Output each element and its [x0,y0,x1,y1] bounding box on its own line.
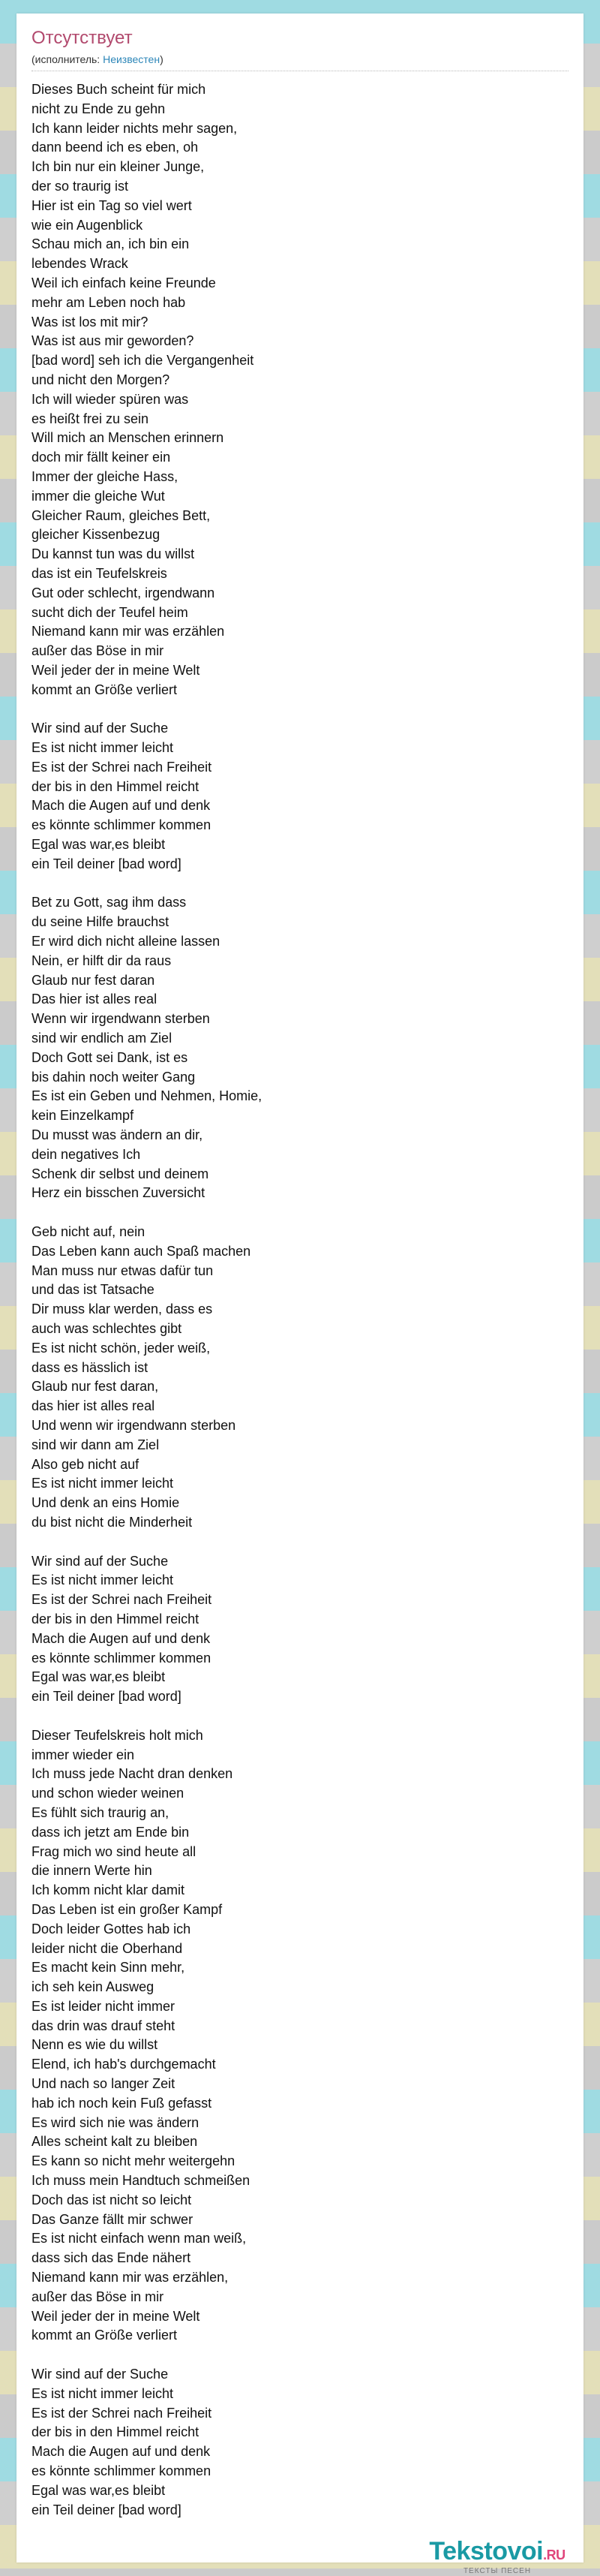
lyrics-line: dass es hässlich ist [32,1359,148,1375]
artist-link[interactable]: Неизвестен [103,53,160,65]
lyrics-line: du seine Hilfe brauchst [32,914,170,930]
lyrics-line: ein Teil deiner [bad word] [32,856,182,871]
lyrics-line: nicht zu Ende zu gehn [32,101,166,116]
lyrics-stanza [32,80,568,700]
lyrics-line: Man muss nur etwas dafür tun [32,1262,214,1278]
lyrics-line: Mach die Augen auf und denk [32,2444,211,2460]
lyrics-line: Alles scheint kalt zu bleiben [32,2134,198,2150]
lyrics-line: Niemand kann mir was erzählen, [32,2270,229,2286]
lyrics-stanza [32,893,568,1203]
lyrics-line: Frag mich wo sind heute all [32,1843,196,1859]
lyrics-text [32,80,568,2520]
lyrics-line: Es macht kein Sinn mehr, [32,1960,185,1976]
lyrics-line: Immer der gleiche Hass, [32,468,178,484]
lyrics-line: Doch das ist nicht so leicht [32,2192,192,2207]
site-logo[interactable] [411,2538,584,2576]
lyrics-line: Nein, er hilft dir da raus [32,952,172,968]
lyrics-stanza [32,719,568,874]
lyrics-line: kommt an Größe verliert [32,682,178,697]
lyrics-line: außer das Böse in mir [32,643,164,659]
lyrics-line: Wenn wir irgendwann sterben [32,1011,210,1027]
lyrics-line: leider nicht die Oberhand [32,1940,183,1956]
lyrics-line: und das ist Tatsache [32,1282,154,1298]
performer-suffix: ) [160,53,164,65]
lyrics-line: Was ist los mit mir? [32,314,148,330]
lyrics-line: Ich will wieder spüren was [32,391,189,407]
lyrics-line: Du musst was ändern an dir, [32,1127,203,1143]
lyrics-line: wie ein Augenblick [32,217,143,233]
lyrics-line: es könnte schlimmer kommen [32,2463,212,2479]
lyrics-line: Es ist der Schrei nach Freiheit [32,759,212,775]
lyrics-line: Das Ganze fällt mir schwer [32,2211,194,2227]
performer-prefix: (исполнитель: [32,53,104,65]
lyrics-line: Ich kann leider nichts mehr sagen, [32,120,238,136]
lyrics-line: Ich bin nur ein kleiner Junge, [32,159,205,175]
lyrics-line: und nicht den Morgen? [32,372,170,387]
lyrics-line: Weil jeder der in meine Welt [32,662,200,678]
lyrics-line: lebendes Wrack [32,256,128,272]
lyrics-line: Weil ich einfach keine Freunde [32,275,216,290]
performer-line [32,53,568,71]
lyrics-line: gleicher Kissenbezug [32,527,160,543]
lyrics-stanza [32,1223,568,1533]
lyrics-line: [bad word] seh ich die Vergangenheit [32,353,254,369]
lyrics-line: immer die gleiche Wut [32,488,165,504]
lyrics-line: das ist ein Teufelskreis [32,565,167,581]
lyrics-line: es heißt frei zu sein [32,411,149,426]
lyrics-line: Egal was war,es bleibt [32,837,166,853]
lyrics-line: Das Leben kann auch Spaß machen [32,1243,251,1259]
lyrics-line: Niemand kann mir was erzählen [32,624,225,639]
lyrics-line: Will mich an Menschen erinnern [32,430,224,446]
song-title: Отсутствует [32,28,133,48]
lyrics-line: es könnte schlimmer kommen [32,817,212,833]
lyrics-line: Wir sind auf der Suche [32,2367,169,2382]
lyrics-line: Das hier ist alles real [32,992,158,1007]
logo-wordmark [411,2538,584,2568]
lyrics-line: Es ist nicht schön, jeder weiß, [32,1340,211,1356]
lyrics-stanza [32,1552,568,1707]
lyrics-line: auch was schlechtes gibt [32,1321,182,1336]
lyrics-line: Gut oder schlecht, irgendwann [32,585,215,600]
lyrics-line: Es ist leider nicht immer [32,1998,176,2014]
lyrics-line: immer wieder ein [32,1747,135,1762]
lyrics-line: die innern Werte hin [32,1863,152,1879]
lyrics-line: kein Einzelkampf [32,1108,134,1124]
lyrics-line: Doch leider Gottes hab ich [32,1921,191,1937]
lyrics-line: der bis in den Himmel reicht [32,2424,200,2440]
lyrics-line: dein negatives Ich [32,1146,141,1162]
lyrics-line: sind wir dann am Ziel [32,1437,160,1452]
lyrics-line: es könnte schlimmer kommen [32,1650,212,1666]
lyrics-line: Also geb nicht auf [32,1456,140,1472]
lyrics-line: dann beend ich es eben, oh [32,140,199,155]
lyrics-line: Es fühlt sich traurig an, [32,1804,170,1820]
lyrics-line: Geb nicht auf, nein [32,1224,146,1240]
lyrics-line: Das Leben ist ein großer Kampf [32,1901,223,1917]
lyrics-line: ein Teil deiner [bad word] [32,2502,182,2517]
lyrics-line: Es ist nicht einfach wenn man weiß, [32,2231,247,2246]
logo-subtitle: ТЕКСТЫ ПЕСЕН [463,2567,532,2575]
lyrics-line: mehr am Leben noch hab [32,294,186,310]
lyrics-line: Und nach so langer Zeit [32,2076,176,2092]
lyrics-line: Es ist der Schrei nach Freiheit [32,1592,212,1608]
lyrics-line: das drin was drauf steht [32,2018,176,2033]
lyrics-line: Ich muss mein Handtuch schmeißen [32,2173,250,2189]
lyrics-line: Glaub nur fest daran, [32,1379,159,1395]
lyrics-line: Mach die Augen auf und denk [32,798,211,814]
lyrics-line: Es kann so nicht mehr weitergehn [32,2153,236,2169]
lyrics-line: dass sich das Ende nähert [32,2250,191,2266]
lyrics-line: doch mir fällt keiner ein [32,450,171,465]
lyrics-line: Er wird dich nicht alleine lassen [32,934,220,949]
lyrics-line: Herz ein bisschen Zuversicht [32,1185,206,1201]
lyrics-line: Wir sind auf der Suche [32,1553,169,1569]
lyrics-line: Dieses Buch scheint für mich [32,82,206,97]
lyrics-line: Es ist nicht immer leicht [32,1476,174,1491]
lyrics-line: Du kannst tun was du willst [32,546,195,562]
lyrics-line: ich seh kein Ausweg [32,1979,154,1995]
lyrics-line: Hier ist ein Tag so viel wert [32,197,192,213]
lyrics-line: der bis in den Himmel reicht [32,1611,200,1627]
lyrics-line: Elend, ich hab's durchgemacht [32,2057,216,2072]
lyrics-line: Egal was war,es bleibt [32,2482,166,2498]
lyrics-line: dass ich jetzt am Ende bin [32,1824,190,1840]
lyrics-line: Nenn es wie du willst [32,2037,158,2053]
lyrics-line: Es wird sich nie was ändern [32,2114,200,2130]
lyrics-line: Was ist aus mir geworden? [32,333,194,349]
lyrics-line: Bet zu Gott, sag ihm dass [32,895,187,910]
lyrics-line: sind wir endlich am Ziel [32,1031,172,1046]
lyrics-line: Es ist nicht immer leicht [32,740,174,756]
lyrics-line: Schau mich an, ich bin ein [32,236,190,252]
lyrics-line: hab ich noch kein Fuß gefasst [32,2095,212,2111]
lyrics-line: Wir sind auf der Suche [32,721,169,736]
lyrics-line: sucht dich der Teufel heim [32,604,188,620]
lyrics-line: Es ist nicht immer leicht [32,1572,174,1588]
lyrics-line: Es ist der Schrei nach Freiheit [32,2405,212,2421]
lyrics-line: Gleicher Raum, gleiches Bett, [32,507,211,523]
lyrics-line: Dir muss klar werden, dass es [32,1302,213,1317]
lyrics-line: ein Teil deiner [bad word] [32,1689,182,1705]
lyrics-line: außer das Böse in mir [32,2289,164,2304]
lyrics-line: Egal was war,es bleibt [32,1669,166,1685]
lyrics-line: Und denk an eins Homie [32,1495,180,1511]
lyrics-line: der so traurig ist [32,178,129,194]
lyrics-line: Schenk dir selbst und deinem [32,1166,209,1181]
lyrics-line: Ich komm nicht klar damit [32,1882,185,1898]
lyrics-line: bis dahin noch weiter Gang [32,1069,196,1085]
lyrics-line: Weil jeder der in meine Welt [32,2308,200,2324]
lyrics-stanza [32,2365,568,2520]
lyrics-line: Es ist nicht immer leicht [32,2385,174,2401]
lyrics-line: und schon wieder weinen [32,1786,184,1801]
lyrics-line: der bis in den Himmel reicht [32,778,200,794]
lyrics-line: das hier ist alles real [32,1398,155,1414]
lyrics-line: Und wenn wir irgendwann sterben [32,1417,236,1433]
lyrics-card [16,14,584,2562]
lyrics-line: kommt an Größe verliert [32,2328,178,2343]
lyrics-stanza [32,1726,568,2346]
logo-tld: .RU [543,2547,566,2562]
lyrics-line: Es ist ein Geben und Nehmen, Homie, [32,1088,262,1104]
logo-name: Tekstovoi [429,2537,544,2565]
lyrics-line: Dieser Teufelskreis holt mich [32,1727,203,1743]
lyrics-line: Glaub nur fest daran [32,972,155,988]
lyrics-line: Doch Gott sei Dank, ist es [32,1049,188,1065]
lyrics-line: Mach die Augen auf und denk [32,1630,211,1646]
lyrics-line: Ich muss jede Nacht dran denken [32,1766,233,1782]
lyrics-line: du bist nicht die Minderheit [32,1514,193,1530]
